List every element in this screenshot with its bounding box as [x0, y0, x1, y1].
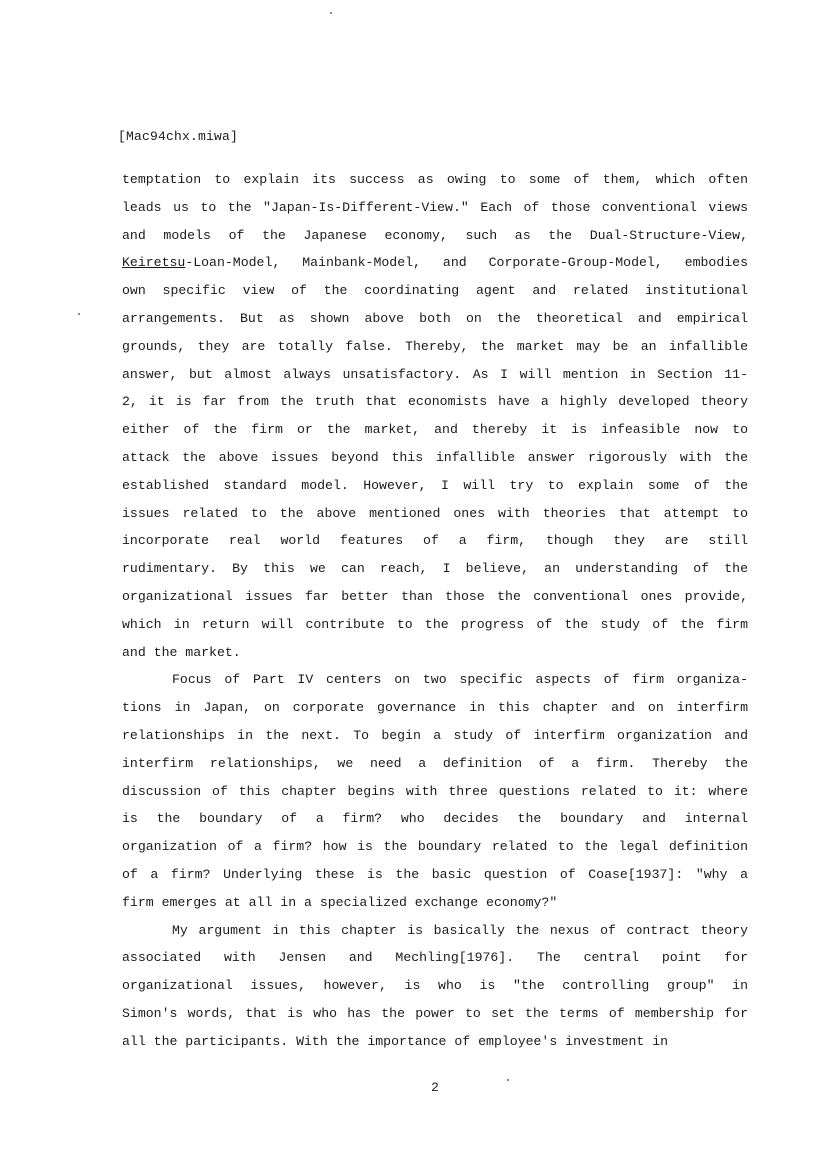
text-line: which in return will contribute to the progress of the study of the firm [122, 616, 748, 632]
text-line: either of the firm or the market, and thereby it is infeasible now to [122, 422, 748, 438]
text-line: attack the above issues beyond this infallible answer rigorously with the [122, 449, 748, 465]
underlined-term: Keiretsu [122, 255, 186, 271]
text-line: all the participants. With the importance of employee's investment in [122, 1033, 669, 1049]
text-line: Keiretsu-Loan-Model, Mainbank-Model, and Corporate-Group-Model, embodies [122, 255, 748, 271]
text-line: 2, it is far from the truth that economists have a highly developed theory [122, 394, 748, 410]
text-line: My argument in this chapter is basically the nexus of contract theory [172, 922, 748, 938]
text-line: tions in Japan, on corporate governance in this chapter and on interfirm [122, 700, 748, 716]
scan-speck [78, 313, 80, 315]
scan-speck [507, 1079, 509, 1081]
text-line: is the boundary of a firm? who decides the boundary and internal [122, 811, 748, 827]
text-line: firm emerges at all in a specialized exchange economy?" [122, 894, 558, 910]
text-line: and models of the Japanese economy, such as the Dual-Structure-View, [122, 227, 748, 243]
text-line: arrangements. But as shown above both on the theoretical and empirical [122, 310, 748, 326]
body-text [122, 166, 748, 1056]
text-line: leads us to the "Japan-Is-Different-View." Each of those conventional views [122, 199, 748, 215]
text-line: incorporate real world features of a firm, though they are still [122, 533, 748, 549]
text-line: organizational issues, however, is who is "the controlling group" in [122, 978, 748, 994]
text-line: Simon's words, that is who has the power to set the terms of membership for [122, 1005, 748, 1021]
text-line: relationships in the next. To begin a study of interfirm organization and [122, 727, 748, 743]
text-line: own specific view of the coordinating agent and related institutional [122, 283, 748, 299]
text-line: Focus of Part IV centers on two specific aspects of firm organiza- [172, 672, 748, 688]
text-line: and the market. [122, 644, 241, 660]
text-line: organizational issues far better than those the conventional ones provide, [122, 588, 748, 604]
text-line: rudimentary. By this we can reach, I believe, an understanding of the [122, 561, 748, 577]
text-line: organization of a firm? how is the boundary related to the legal definition [122, 839, 748, 855]
text-line: of a firm? Underlying these is the basic question of Coase[1937]: "why a [122, 866, 748, 882]
file-tag: [Mac94chx.miwa] [118, 129, 239, 144]
text-line: grounds, they are totally false. Thereby, the market may be an infallible [122, 338, 748, 354]
text-line: associated with Jensen and Mechling[1976]. The central point for [122, 950, 748, 966]
text-line: temptation to explain its success as owing to some of them, which often [122, 172, 748, 187]
scan-speck [330, 12, 332, 14]
text-line: discussion of this chapter begins with three questions related to it: where [122, 783, 748, 799]
text-line: interfirm relationships, we need a definition of a firm. Thereby the [122, 755, 748, 771]
page-number: 2 [431, 1080, 439, 1095]
text-line: answer, but almost always unsatisfactory. As I will mention in Section 11- [122, 366, 748, 382]
text-line: established standard model. However, I will try to explain some of the [122, 477, 748, 493]
text-line: issues related to the above mentioned ones with theories that attempt to [122, 505, 748, 521]
